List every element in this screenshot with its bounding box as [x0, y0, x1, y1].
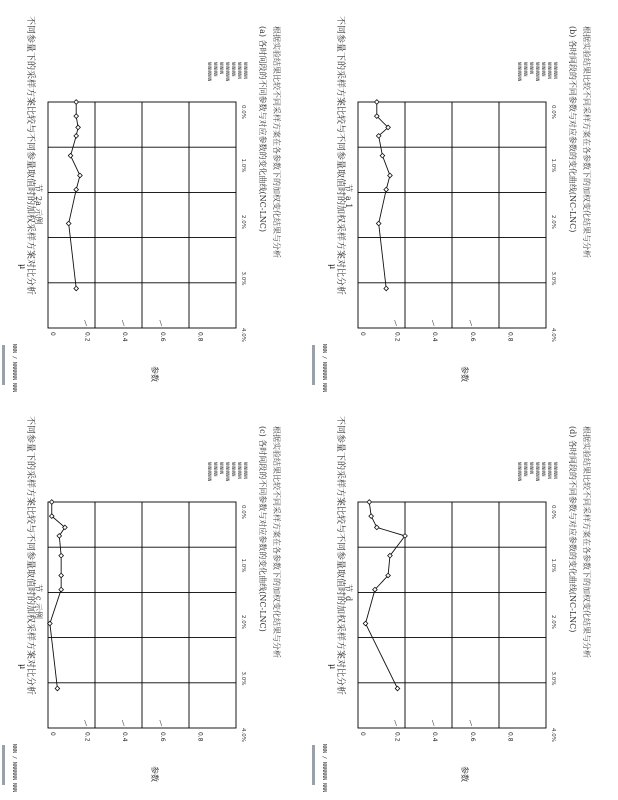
y-tick-label: 0	[359, 732, 366, 736]
legend-item: NNNNNNNN	[535, 462, 540, 482]
data-point	[59, 553, 64, 558]
x-tick-label: 2.0%	[240, 615, 246, 629]
legend-item: NNNNN	[529, 462, 534, 475]
data-point	[367, 500, 372, 505]
chart-title: 不同参量下的采样方案比较与不同参量取值时的加权采样方案对比分析	[25, 16, 35, 296]
legend-item: NNNNNN	[523, 462, 528, 477]
data-point	[384, 286, 389, 291]
legend-item: NNNNNNNN	[517, 462, 522, 482]
axis-tick	[122, 720, 124, 726]
x-tick-label: 3.0%	[240, 671, 246, 686]
y-tick-label: 0.6	[158, 332, 166, 342]
y-tick-label: 0.4	[121, 332, 129, 342]
x-tick-label: 4.0%	[550, 328, 556, 342]
chart-panel-d	[318, 402, 618, 792]
data-point	[59, 587, 64, 592]
x-tick-label: 4.0%	[240, 328, 246, 342]
data-point	[74, 134, 79, 139]
x-tick-label: 2.0%	[240, 215, 246, 229]
axis-tick	[160, 320, 162, 326]
legend-item: NNNNNNNN	[207, 62, 212, 82]
legend-item: NNNNNNNN	[207, 462, 212, 482]
series-line	[366, 502, 405, 688]
axis-tick	[470, 720, 472, 726]
x-tick-label: 2.0%	[550, 215, 556, 229]
legend-item: NNNNNNN	[547, 62, 552, 79]
axis-tick	[395, 320, 397, 326]
data-point	[78, 173, 83, 178]
data-point	[388, 173, 393, 178]
data-point	[74, 100, 79, 105]
figure-caption-2: 根据实验结果比较不同采样方案在各参数下的加权变化结果与分析	[582, 426, 591, 658]
legend-item: NNNNNNNN	[535, 62, 540, 82]
axis-tick	[160, 720, 162, 726]
y-axis-label: 参数	[460, 366, 469, 382]
y-tick-label: 0.8	[506, 732, 514, 742]
series-line	[50, 502, 65, 688]
y-tick-label: 0	[49, 332, 56, 336]
y-tick-label: 0.2	[393, 732, 401, 742]
chart-subtitle: 节_2a 示例	[34, 184, 43, 225]
axis-tick	[395, 720, 397, 726]
data-point	[76, 125, 81, 130]
y-tick-label: 0	[49, 732, 56, 736]
data-point	[74, 114, 79, 119]
chart-subtitle: 节_a 1	[344, 184, 353, 209]
figure-caption-2: 根据实验结果比较不同采样方案在各参数下的加权变化结果与分析	[582, 26, 591, 258]
y-axis-label: 参数	[150, 766, 159, 782]
x-tick-label: 3.0%	[550, 271, 556, 286]
side-mark: NNN / NNNNNN NNN	[11, 344, 17, 393]
legend-item: NNNNN	[219, 62, 224, 75]
margin-mark	[312, 345, 315, 385]
axis-tick	[432, 720, 434, 726]
axis-tick	[122, 320, 124, 326]
legend-item: NNNNNN	[231, 62, 236, 77]
y-tick-label: 0.6	[468, 332, 476, 342]
figure-caption: (a) 各时间段的不同参数与对应参数的变化曲线(NC-LNC)	[258, 26, 267, 233]
y-tick-label: 0.2	[83, 332, 91, 342]
y-tick-label: 0.4	[431, 332, 439, 342]
chart-subtitle: 节_d	[344, 584, 353, 602]
data-point	[369, 514, 374, 519]
y-axis-label: 参数	[150, 366, 159, 382]
data-point	[74, 286, 79, 291]
y-axis-label: 参数	[460, 766, 469, 782]
side-mark: NNN / NNNNNN NNN	[321, 744, 327, 793]
chart-panel-a	[8, 2, 308, 392]
x-tick-label: 2.0%	[550, 615, 556, 629]
y-tick-label: 0.4	[121, 732, 129, 742]
legend-item: NNNNNNN	[237, 62, 242, 79]
legend-item: NNNNNNN	[243, 62, 248, 79]
left-label: μ	[18, 664, 27, 670]
figure-caption: (b) 各时间段的不同参数与对应参数的变化曲线(NC-LNC)	[568, 26, 577, 233]
legend-item: NNNNNN	[213, 462, 218, 477]
x-tick-label: 1.0%	[240, 558, 246, 573]
chart-panel-b	[318, 2, 618, 392]
chart-title: 不同参量下的采样方案比较与不同参量取值时的加权采样方案对比分析	[335, 16, 345, 296]
y-tick-label: 0.4	[431, 732, 439, 742]
legend-item: NNNNNNNN	[225, 62, 230, 82]
axis-tick	[470, 320, 472, 326]
axis-tick	[85, 720, 87, 726]
legend-item: NNNNNNN	[237, 462, 242, 479]
margin-mark	[2, 345, 5, 385]
data-point	[380, 153, 385, 158]
axis-tick	[85, 320, 87, 326]
grid	[48, 502, 236, 728]
legend-item: NNNNNNN	[553, 462, 558, 479]
x-tick-label: 3.0%	[240, 271, 246, 286]
data-point	[375, 100, 380, 105]
grid	[358, 502, 546, 728]
data-point	[59, 573, 64, 578]
data-point	[55, 686, 60, 691]
x-tick-label: 1.0%	[550, 158, 556, 173]
y-tick-label: 0.2	[83, 732, 91, 742]
x-tick-label: 0.0%	[240, 105, 246, 119]
chart-title: 不同参量下的采样方案比较与不同参量取值时的加权采样方案对比分析	[335, 416, 345, 696]
data-point	[375, 525, 380, 530]
x-tick-label: 3.0%	[550, 671, 556, 686]
data-point	[74, 187, 79, 192]
x-tick-label: 0.0%	[550, 505, 556, 519]
side-mark: NNN / NNNNNN NNN	[11, 744, 17, 793]
legend-item: NNNNNN	[541, 62, 546, 77]
data-point	[384, 187, 389, 192]
x-tick-label: 1.0%	[240, 158, 246, 173]
data-point	[66, 221, 71, 226]
y-tick-label: 0.6	[158, 732, 166, 742]
legend-item: NNNNNNN	[547, 462, 552, 479]
x-tick-label: 0.0%	[550, 105, 556, 119]
figure-caption-2: 根据实验结果比较不同采样方案在各参数下的加权变化结果与分析	[272, 26, 281, 258]
figure-caption-2: 根据实验结果比较不同采样方案在各参数下的加权变化结果与分析	[272, 426, 281, 658]
legend-item: NNNNN	[529, 62, 534, 75]
grid	[358, 102, 546, 328]
legend-item: NNNNN	[219, 462, 224, 475]
y-tick-label: 0.8	[196, 732, 204, 742]
left-label: μ	[328, 264, 337, 270]
x-tick-label: 4.0%	[240, 728, 246, 742]
legend-item: NNNNNNNN	[517, 62, 522, 82]
y-tick-label: 0.2	[393, 332, 401, 342]
chart-subtitle: 节_c 示例	[34, 584, 43, 620]
legend-item: NNNNNNN	[553, 62, 558, 79]
legend-item: NNNNNNN	[243, 462, 248, 479]
axis-tick	[432, 320, 434, 326]
side-mark: NNN / NNNNNN NNN	[321, 344, 327, 393]
y-tick-label: 0.6	[468, 732, 476, 742]
data-point	[68, 153, 73, 158]
figure-caption: (d) 各时间段的不同参数与对应参数的变化曲线(NC-LNC)	[568, 426, 577, 633]
legend-item: NNNNNNNN	[225, 462, 230, 482]
legend-item: NNNNNN	[541, 462, 546, 477]
data-point	[49, 500, 54, 505]
x-tick-label: 0.0%	[240, 505, 246, 519]
x-tick-label: 4.0%	[550, 728, 556, 742]
figure-caption: (c) 各时间段的不同参数与对应参数的变化曲线(NC-LNC)	[258, 426, 267, 632]
chart-panel-c	[8, 402, 308, 792]
legend-item: NNNNNN	[213, 62, 218, 77]
legend-item: NNNNNN	[231, 462, 236, 477]
margin-mark	[312, 745, 315, 785]
data-point	[376, 221, 381, 226]
left-label: μ	[328, 664, 337, 670]
legend-item: NNNNNN	[523, 62, 528, 77]
left-label: μ	[18, 264, 27, 270]
y-tick-label: 0.8	[506, 332, 514, 342]
data-point	[395, 686, 400, 691]
x-tick-label: 1.0%	[550, 558, 556, 573]
y-tick-label: 0	[359, 332, 366, 336]
chart-title: 不同参量下的采样方案比较与不同参量取值时的加权采样方案对比分析	[25, 416, 35, 696]
data-point	[363, 621, 368, 626]
y-tick-label: 0.8	[196, 332, 204, 342]
margin-mark	[2, 745, 5, 785]
